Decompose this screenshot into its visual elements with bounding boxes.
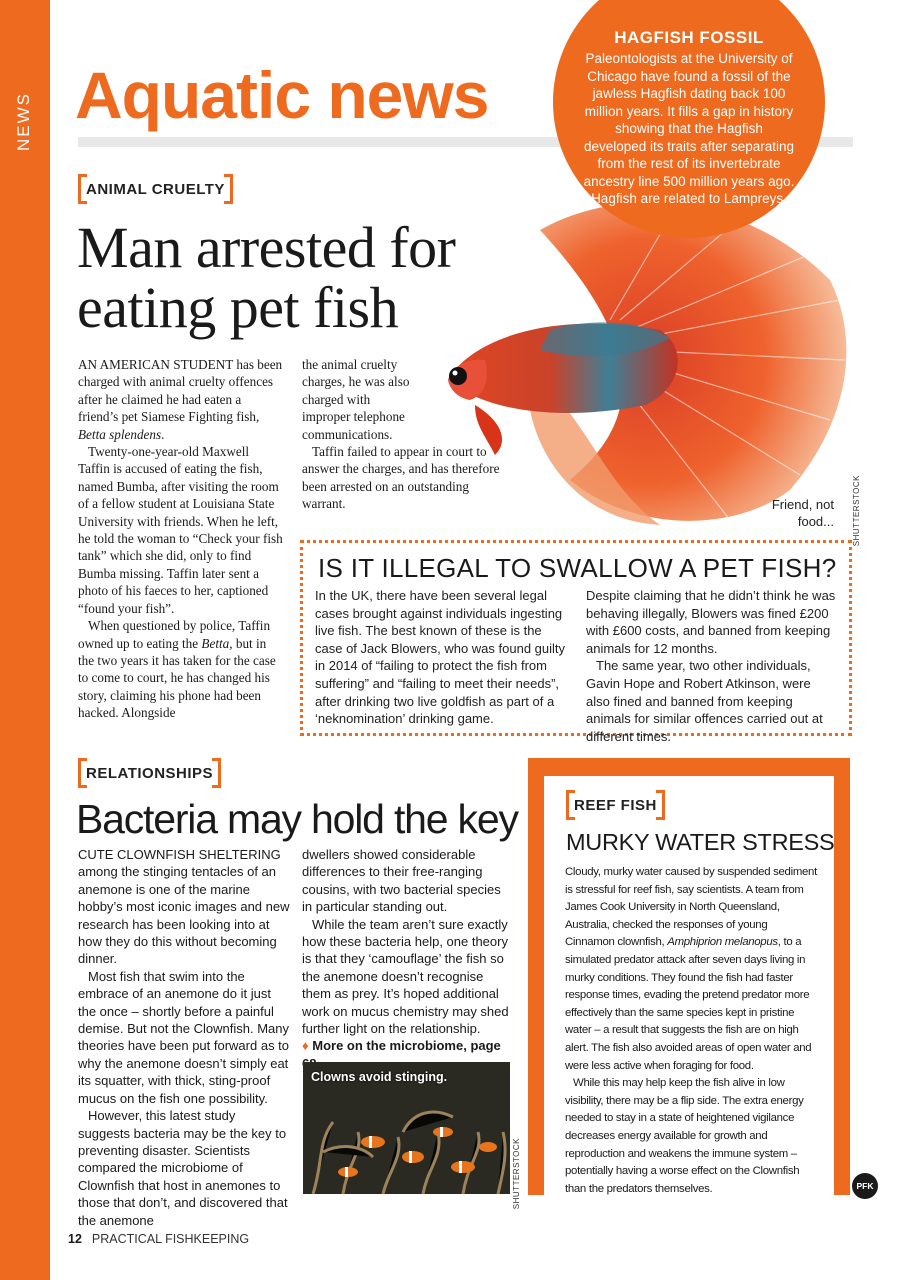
story1-headline-line1: Man arrested for bbox=[77, 215, 456, 280]
story2-column-1 bbox=[78, 846, 290, 1229]
kicker-relationships: RELATIONSHIPS bbox=[78, 758, 221, 788]
kicker-animal-cruelty: ANIMAL CRUELTY bbox=[78, 174, 233, 204]
story2-col1-para1: CUTE CLOWNFISH SHELTERING among the stinging tentacles of an anemone is one of the marine hobby’s most iconic images and new research has been looking into at how they do this without becoming dinner. bbox=[78, 847, 290, 967]
magazine-name: PRACTICAL FISHKEEPING bbox=[91, 1232, 250, 1246]
kicker-reef-fish: REEF FISH bbox=[566, 790, 665, 820]
hagfish-text: Paleontologists at the University of Chicago have found a fossil of the jawless Hagfish dating back 100 million years. It fills a gap in history showing that the Hagfish developed its traits after separating from the rest of its invertebrate ancestry line 500 million years ago. Hagfish are related to Lampreys. bbox=[583, 51, 795, 206]
illegal-boxout bbox=[300, 540, 852, 744]
reef-para1: Cloudy, murky water caused by suspended sediment is stressful for reef fish, say scientists. A team from James Cook University in North Queensland, Australia, checked the responses of young Cinnamon clownfish, Amphiprion melanopus, to a simulated predator attack after seven days living in murky conditions. They found the fish had faster response times, evading the pretend predator more effectively than the same species kept in pristine water – a result that suggests the fish are on high alert. The fish also avoided areas of open water and were less active when foraging for food. bbox=[565, 866, 817, 1072]
story2-col1-para2: Most fish that swim into the embrace of an anemone do it just the once – shortly before a painful demise. But not the Clownfish. Many theories have been put forward as to why the anemone doesn’t simply eat its squatter, with thick, sting-proof mucus on the fish one possibility. bbox=[78, 968, 290, 1106]
pfk-badge: PFK bbox=[852, 1173, 878, 1199]
page-number: 12 bbox=[68, 1232, 82, 1246]
boxout-col2-para2: The same year, two other individuals, Gavin Hope and Robert Atkinson, were also fined and banned from keeping animals for similar offences carried out at different times. bbox=[586, 658, 823, 744]
story2-col2-para2: While the team aren’t sure exactly how these bacteria help, one theory is that they ‘camouflage’ the fish so the anemone doesn’t recognise them as prey. It’s hoped additional work on mucus chemistry may shed further light on the relationship. bbox=[302, 916, 509, 1037]
clownfish-photo-caption: Clowns avoid stinging. bbox=[311, 1070, 448, 1084]
hagfish-fossil-circle bbox=[553, 0, 825, 238]
story1-col2-para1: the animal cruelty charges, he was also charged with improper telephone communications. bbox=[302, 357, 410, 442]
microbiome-link-text: More on the microbiome, page bbox=[312, 1038, 501, 1054]
story1-headline-line2: eating pet fish bbox=[77, 275, 399, 340]
boxout-column-2 bbox=[586, 587, 838, 745]
boxout-title: IS IT ILLEGAL TO SWALLOW A PET FISH? bbox=[318, 553, 837, 583]
boxout-col2-para1: Despite claiming that he didn’t think he was behaving illegally, Blowers was fined £200 with £600 costs, and banned from keeping animals for 12 months. bbox=[586, 588, 836, 656]
fish-photo-caption: Friend, not food... bbox=[771, 497, 834, 529]
story1-column-2 bbox=[302, 356, 507, 513]
story1-col1-para2: Twenty-one-year-old Maxwell Taffin is accused of eating the fish, named Bumba, after visiting the room of a fellow student at Louisiana State University with friends. When he left, he told the woman to “Check your fish tank” which she did, only to find Bumba missing. Taffin later sent a photo of his faeces to her, captioned “found your fish”. bbox=[78, 444, 283, 616]
story1-col1-para3: When questioned by police, Taffin owned up to eating the Betta, but in the two years it has taken for the case to come to court, he has changed his story, claiming his phone had been hacked. Alongside bbox=[78, 618, 276, 721]
story2-headline: Bacteria may hold the key bbox=[76, 796, 518, 842]
drop-icon: ♦ bbox=[302, 1038, 309, 1054]
story1-column-1 bbox=[78, 356, 283, 722]
story2-col1-para3: However, this latest study suggests bacteria may be the key to preventing disaster. Scientists compared the microbiome of Clownfish that host in anemones to those that don’t, and discovered that the anemone bbox=[78, 1108, 288, 1228]
masthead-title: Aquatic news bbox=[75, 58, 489, 132]
hagfish-title: HAGFISH FOSSIL bbox=[614, 28, 764, 47]
reef-body bbox=[565, 864, 817, 1198]
reef-para2: While this may help keep the fish alive in low visibility, there may be a flip side. The extra energy needed to stay in a state of heightened vigilance decreases energy available for growth and reproduction and weakens the immune system – potentially having a worse effect on the Clownfish than the predators themselves. bbox=[565, 1077, 804, 1195]
story2-column-2 bbox=[302, 846, 512, 1072]
reef-headline: MURKY WATER STRESS bbox=[566, 829, 835, 855]
boxout-column-1 bbox=[315, 587, 565, 728]
story1-col1-para1: AN AMERICAN STUDENT has been charged with animal cruelty offences after he claimed he had eaten a friend’s pet Siamese Fighting fish, Betta splendens. bbox=[78, 357, 283, 442]
boxout-col1-para: In the UK, there have been several legal cases brought against individuals ingesting live fish. The best known of these is the case of Jack Blowers, who was found guilty in 2014 of “failing to protect the fish from suffering” and “failing to meet their needs”, after drinking two live goldfish as part of a ‘neknomination’ drinking game. bbox=[315, 588, 566, 727]
clownfish-photo-credit: SHUTTERSTOCK bbox=[512, 1138, 521, 1210]
section-tab: NEWS bbox=[14, 92, 33, 152]
clownfish-photo bbox=[303, 1062, 510, 1194]
fish-photo-credit: SHUTTERSTOCK bbox=[852, 475, 861, 547]
story1-col2-para2: Taffin failed to appear in court to answer the charges, and has therefore been arrested on an outstanding warrant. bbox=[302, 444, 500, 512]
story1-headline bbox=[77, 215, 456, 340]
page-footer bbox=[68, 1232, 249, 1246]
story2-col2-para1: dwellers showed considerable differences to their free-ranging cousins, with two bacterial species in particular standing out. bbox=[302, 847, 501, 915]
left-accent-bar bbox=[0, 0, 50, 1280]
